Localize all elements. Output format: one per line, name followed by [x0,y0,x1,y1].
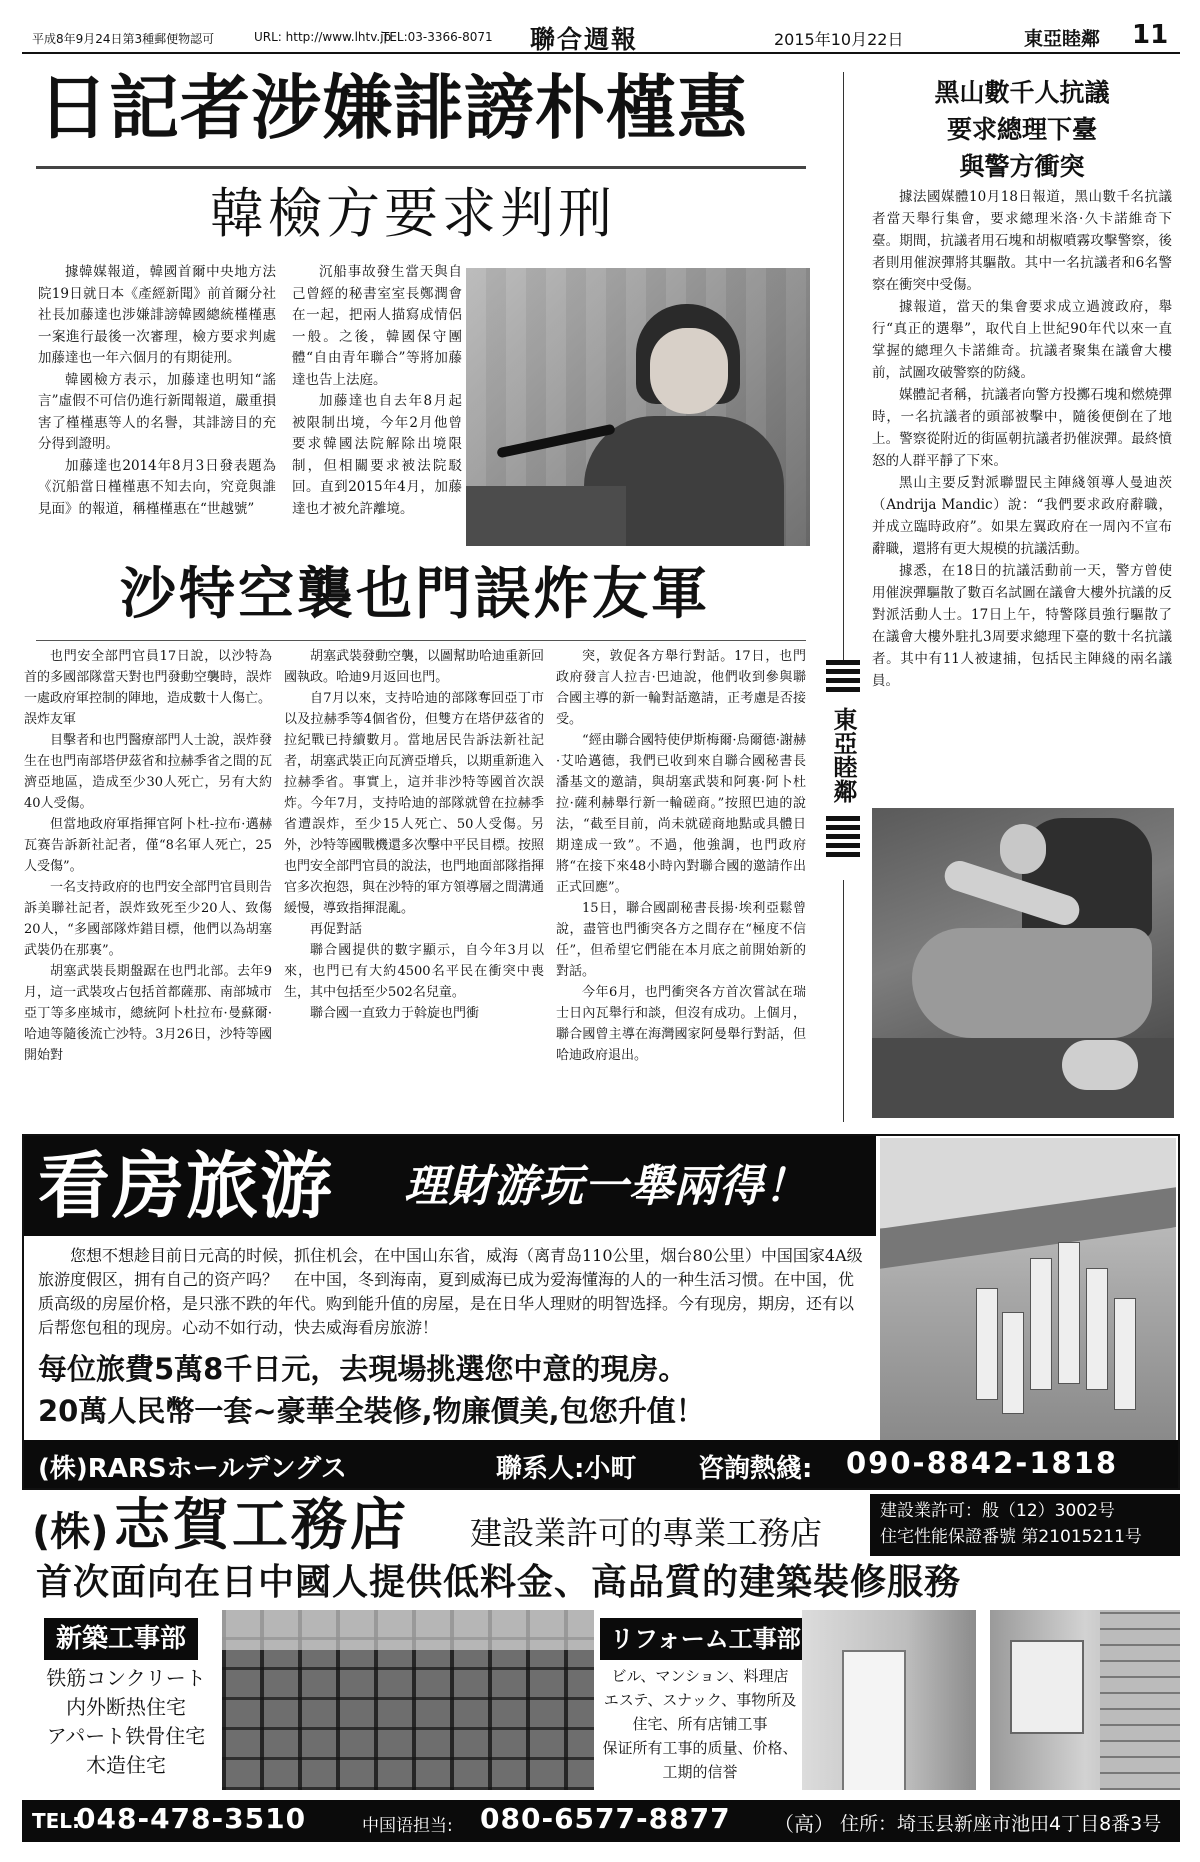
paragraph: 韓國檢方表示，加藤達也明知“謠言”虛假不可信仍進行新聞報道，嚴重損害了槿槿惠等人的名譽，其誹謗目的充分得到證明。 [38,371,276,452]
list-item: 保证所有工事的质量、价格、 [602,1739,798,1757]
paragraph: 據韓媒報道，韓國首爾中央地方法院19日就日本《產經新聞》前首爾分社社長加藤達也涉嫌誹謗韓國總統槿槿惠一案進行最後一次審理，檢方要求判處加藤達也一年六個月的有期徒刑。 [38,264,276,366]
photo-face [650,328,728,414]
ad2-dept2-title: リフォーム工事部 [600,1618,811,1660]
ad1-title-bar [24,1136,876,1236]
article-3-body [872,186,1172,804]
article-1-headline: 日記者涉嫌誹謗朴槿惠 [38,67,748,149]
list-item: 住宅、所有店铺工事 [632,1715,768,1733]
ad1-contact-bar [24,1440,1178,1488]
photo-sky [222,1610,594,1650]
ad2-cn-label: 中国语担当: [362,1816,453,1836]
paragraph: 加藤達也2014年8月3日發表題為《沉船當日槿槿惠不知去向，究竟與誰見面》的報道，稱槿槿惠在“世越號” [38,457,276,517]
article-1-subhead: 韓檢方要求判刑 [210,182,616,245]
montenegro-protest-photo [872,808,1174,1118]
ad1-contact-person: 聯系人:小町 [496,1454,637,1484]
ad1-company: (株)RARSホールデングス [38,1454,347,1484]
section-name: 東亞睦鄰 [1024,28,1101,50]
paragraph: 據悉，在18日的抗議活動前一天，警方曾使用催淚彈驅散了數百名試圖在議會大樓外抗議的反對派活動人士。17日上午，特警隊員強行驅散了在議會大樓外駐扎3周要求總理下臺的數十名抗議者。其中有11人被逮捕，包括民主陣綫的兩名議員。 [872,563,1172,689]
ad-shiga-construction [22,1494,1180,1844]
ad2-banner: 首次面向在日中國人提供低料金、高品質的建築裝修服務 [36,1562,962,1603]
ad1-hotline-number: 090-8842-1818 [846,1446,1119,1480]
ad1-slogan: 理財游玩一舉兩得！ [404,1161,809,1212]
label-stripes-bottom [826,816,860,858]
photo-tower [1030,1258,1052,1390]
ad2-cn-name: （高） [774,1812,834,1836]
paragraph: 沉船事故發生當天與自己曾經的秘書室室長鄭潤會在一起，把兩人描寫成情侶一般。之後，韓國保守團體“自由青年聯合”等將加藤達也告上法庭。 [292,264,462,388]
ad2-license-2: 住宅性能保證番號 第21015211号 [880,1527,1142,1547]
ad2-dept2-list [602,1664,798,1784]
photo-doorway [842,1650,906,1790]
paragraph: 據報道，當天的集會要求成立過渡政府，舉行“真正的選舉”，取代自上世紀90年代以來一直掌握的總理久卡諾維奇。抗議者聚集在議會大樓前，試圖攻破警察的防綫。 [872,299,1172,381]
ad1-housing-photo [880,1138,1176,1440]
headline-line: 要求總理下臺 [946,115,1097,144]
photo-window [1010,1640,1084,1734]
paragraph: 聯合國提供的數字顯示，自今年3月以來，也門已有大約4500名平民在衝突中喪生，其中包括至少502名兒童。 [284,943,544,1000]
tel-text: TEL:03-3366-8071 [382,30,493,44]
paragraph: 目擊者和也門醫療部門人士說，誤炸發生在也門南部塔伊茲省和拉赫季省之間的瓦濟亞地區，造成至少30人死亡，另有大約40人受傷。 [24,733,272,811]
list-item: エステ、スナック、事物所及 [603,1691,797,1709]
paragraph: 黑山主要反對派聯盟民主陣綫領導人曼迪茨（Andrija Mandic）說：“我們要求政府辭職，并成立臨時政府”。如果左翼政府在一周內不宣布辭職，還將有更大規模的抗議活動。 [872,475,1172,557]
ad2-kabu: (株) [32,1509,109,1555]
ad2-tel-number: 048-478-3510 [76,1802,307,1835]
ad2-cn-tel-number: 080-6577-8877 [480,1802,731,1835]
article-1-rule [36,166,806,169]
article-2-col-1 [24,646,272,1114]
paragraph: 15日，聯合國副秘書長揚·埃利亞鬆曾說，盡管也門衝突各方之間存在“極度不信任”，但希望它們能在本月底之前開始新的對話。 [556,901,806,979]
ad2-address: 住所：埼玉县新座市池田4丁目8番3号 [840,1813,1162,1835]
ad-property-tour [22,1134,1180,1490]
paragraph: 自7月以來，支持哈迪的部隊奪回亞丁市以及拉赫季等4個省份，但雙方在塔伊茲省的拉紀戰已持續數月。當地居民告訴法新社記者，胡塞武裝正向瓦濟亞增兵，以期重新進入拉赫季省。事實上，這并非沙特等國首次誤炸。今年7月，支持哈迪的部隊就曾在拉赫季省遭誤炸，至少15人死亡、50人受傷。另外，沙特等國戰機還多次擊中平民目標。按照也門安全部門官員的說法，也門地面部隊指揮官多次抱怨，與在沙特的軍方領導層之間溝通緩慢，導致指揮混亂。 [284,691,544,916]
paragraph: 胡塞武裝長期盤踞在也門北部。去年9月，這一武裝攻占包括首都薩那、南部城市亞丁等多座城市，總統阿卜杜拉布·曼蘇爾·哈迪等隨後流亡沙特。3月26日，沙特等國開始對 [24,964,272,1063]
list-item: 铁筋コンクリート [46,1666,206,1690]
ad2-tel-label: TEL: [32,1809,81,1833]
vertical-label-text: 東亞睦鄰 [829,707,857,803]
article-1-col-2 [292,262,462,544]
photo-fallen-man [912,928,1152,1038]
article-2-headline: 沙特空襲也門誤炸友軍 [120,562,710,627]
headline-line: 黑山數千人抗議 [934,78,1110,107]
article-3-headline [872,74,1172,185]
paragraph: 加藤達也自去年8月起被限制出境，今年2月他曾要求韓國法院解除出境限制，但相關要求被法院駁回。直到2015年4月，加藤達也才被允許離境。 [292,393,462,517]
article-2-rule [36,640,806,641]
paragraph: “經由聯合國特使伊斯梅爾·烏爾德·謝赫·艾哈邁德，我們已收到來自聯合國秘書長潘基文的邀請，與胡塞武裝和阿裏·阿卜杜拉·薩利赫舉行新一輪磋商。”按照巴迪的說法，“截至目前，尚未就磋商地點或具體日期達成一致”。不過，他強調，也門政府將“在接下來48小時內對聯合國的邀請作出正式回應”。 [556,733,806,895]
url-text: URL: http://www.lhtv.jp [254,30,392,44]
paragraph: 一名支持政府的也門安全部門官員則告訴美聯社記者，誤炸致死至少20人、致傷20人，“多國部隊炸錯目標，他們以為胡塞武裝仍在那裏”。 [24,880,272,958]
list-item: 内外断热住宅 [66,1695,186,1719]
subheading: 再促對話 [310,922,363,937]
ad2-dept1-list [36,1664,216,1780]
list-item: 木造住宅 [86,1753,166,1777]
ad2-steel-frame-photo [222,1610,594,1790]
photo-tower [1002,1312,1024,1414]
article-1-col-1 [38,262,276,544]
page-number: 11 [1132,20,1169,50]
photo-tower [1086,1268,1108,1390]
ad2-interior-photo-1 [802,1610,976,1790]
label-stripes-top [826,660,860,694]
page-header [22,20,1180,54]
ad2-contact-bar [22,1800,1180,1842]
article-2-col-2 [284,646,544,1114]
ad2-company-name: 志賀工務店 [114,1493,409,1558]
ad2-dept1-title: 新築工事部 [44,1618,198,1660]
photo-face-2 [1062,1040,1138,1090]
paragraph: 今年6月，也門衝突各方首次嘗試在瑞士日內瓦舉行和談，但沒有成功。上個月，聯合國曾主導在海灣國家阿曼舉行對話，但哈迪政府退出。 [556,985,806,1063]
photo-head [1000,824,1046,874]
list-item: ビル、マンション、料理店 [611,1667,789,1685]
ad1-deal-line: 20萬人民幣一套~豪華全裝修,物廉價美,包您升值！ [38,1394,705,1428]
list-item: アパート铁骨住宅 [46,1724,206,1748]
paragraph: 胡塞武裝發動空襲，以圖幫助哈迪重新回國執政。哈迪9月返回也門。 [284,649,544,685]
paragraph: 也門安全部門官員17日說，以沙特為首的多國部隊當天對也門發動空襲時，誤炸一處政府軍控制的陣地，造成數十人傷亡。 [24,649,272,706]
ad1-body: 您想不想趁目前日元高的时候，抓住机会，在中国山东省，威海（离青岛110公里，烟台80公里）中国国家4A级旅游度假区，拥有自己的资产吗？ 在中国，冬到海南，夏到威海已成为爱海懂海的人的一种生活习惯。在中国，优质高级的房屋价格，是只涨不跌的年代。购到能升值的房屋，是在日华人理财的明智选择。今有现房，期房，还有以后帮您包租的现房。心动不如行动，快去威海看房旅游！ [38,1246,863,1337]
ad1-price-line: 每位旅費5萬8千日元，去現場挑選您中意的現房。 [38,1352,688,1386]
ad2-license-box [870,1494,1180,1556]
list-item: 工期的信誉 [662,1763,738,1781]
ad2-tagline: 建設業許可的專業工務店 [470,1514,823,1552]
ad2-license-1: 建設業許可：般（12）3002号 [880,1501,1115,1521]
photo-podium [466,486,626,546]
photo-wall-tiles [1100,1610,1180,1790]
paragraph: 據法國媒體10月18日報道，黑山數千名抗議者當天舉行集會，要求總理米洛·久卡諾維奇下臺。期間，抗議者用石塊和胡椒噴霧攻擊警察，後者則用催淚彈將其驅散。其中一名抗議者和6名警察在衝突中受傷。 [872,189,1172,293]
headline-line: 與警方衝突 [959,152,1085,181]
paragraph: 媒體記者稱，抗議者向警方投擲石塊和燃燒彈時，一名抗議者的頭部被擊中，隨後便倒在了地上。警察從附近的街區朝抗議者扔催淚彈。最終憤怒的人群平靜了下來。 [872,387,1172,469]
paragraph: 突，敦促各方舉行對話。17日，也門政府發言人拉吉·巴迪說，他們收到參與聯合國主導的新一輪對話邀請，正考慮是否接受。 [556,649,806,727]
ad1-hotline-label: 咨詢熱綫: [698,1454,813,1484]
ad2-interior-photo-2 [990,1610,1180,1790]
column-divider [843,72,844,1122]
subheading: 誤炸友軍 [24,712,77,727]
masthead: 聯合週報 [530,25,639,54]
park-geun-hye-photo [466,268,810,546]
photo-tower [1058,1242,1080,1384]
article-2-col-3 [556,646,806,1114]
photo-tower [976,1288,998,1400]
photo-tower [1114,1298,1136,1410]
ad1-title: 看房旅游 [38,1144,335,1228]
issue-date: 2015年10月22日 [774,30,904,49]
paragraph: 聯合國一直致力于斡旋也門衝 [310,1006,480,1021]
vertical-section-label [826,660,860,880]
paragraph: 但當地政府軍指揮官阿卜杜-拉布·邁赫瓦赛告訴新社記者，僅“8名軍人死亡，25人受傷”。 [24,817,272,874]
permit-text: 平成8年9月24日第3種郵便物認可 [32,32,215,46]
